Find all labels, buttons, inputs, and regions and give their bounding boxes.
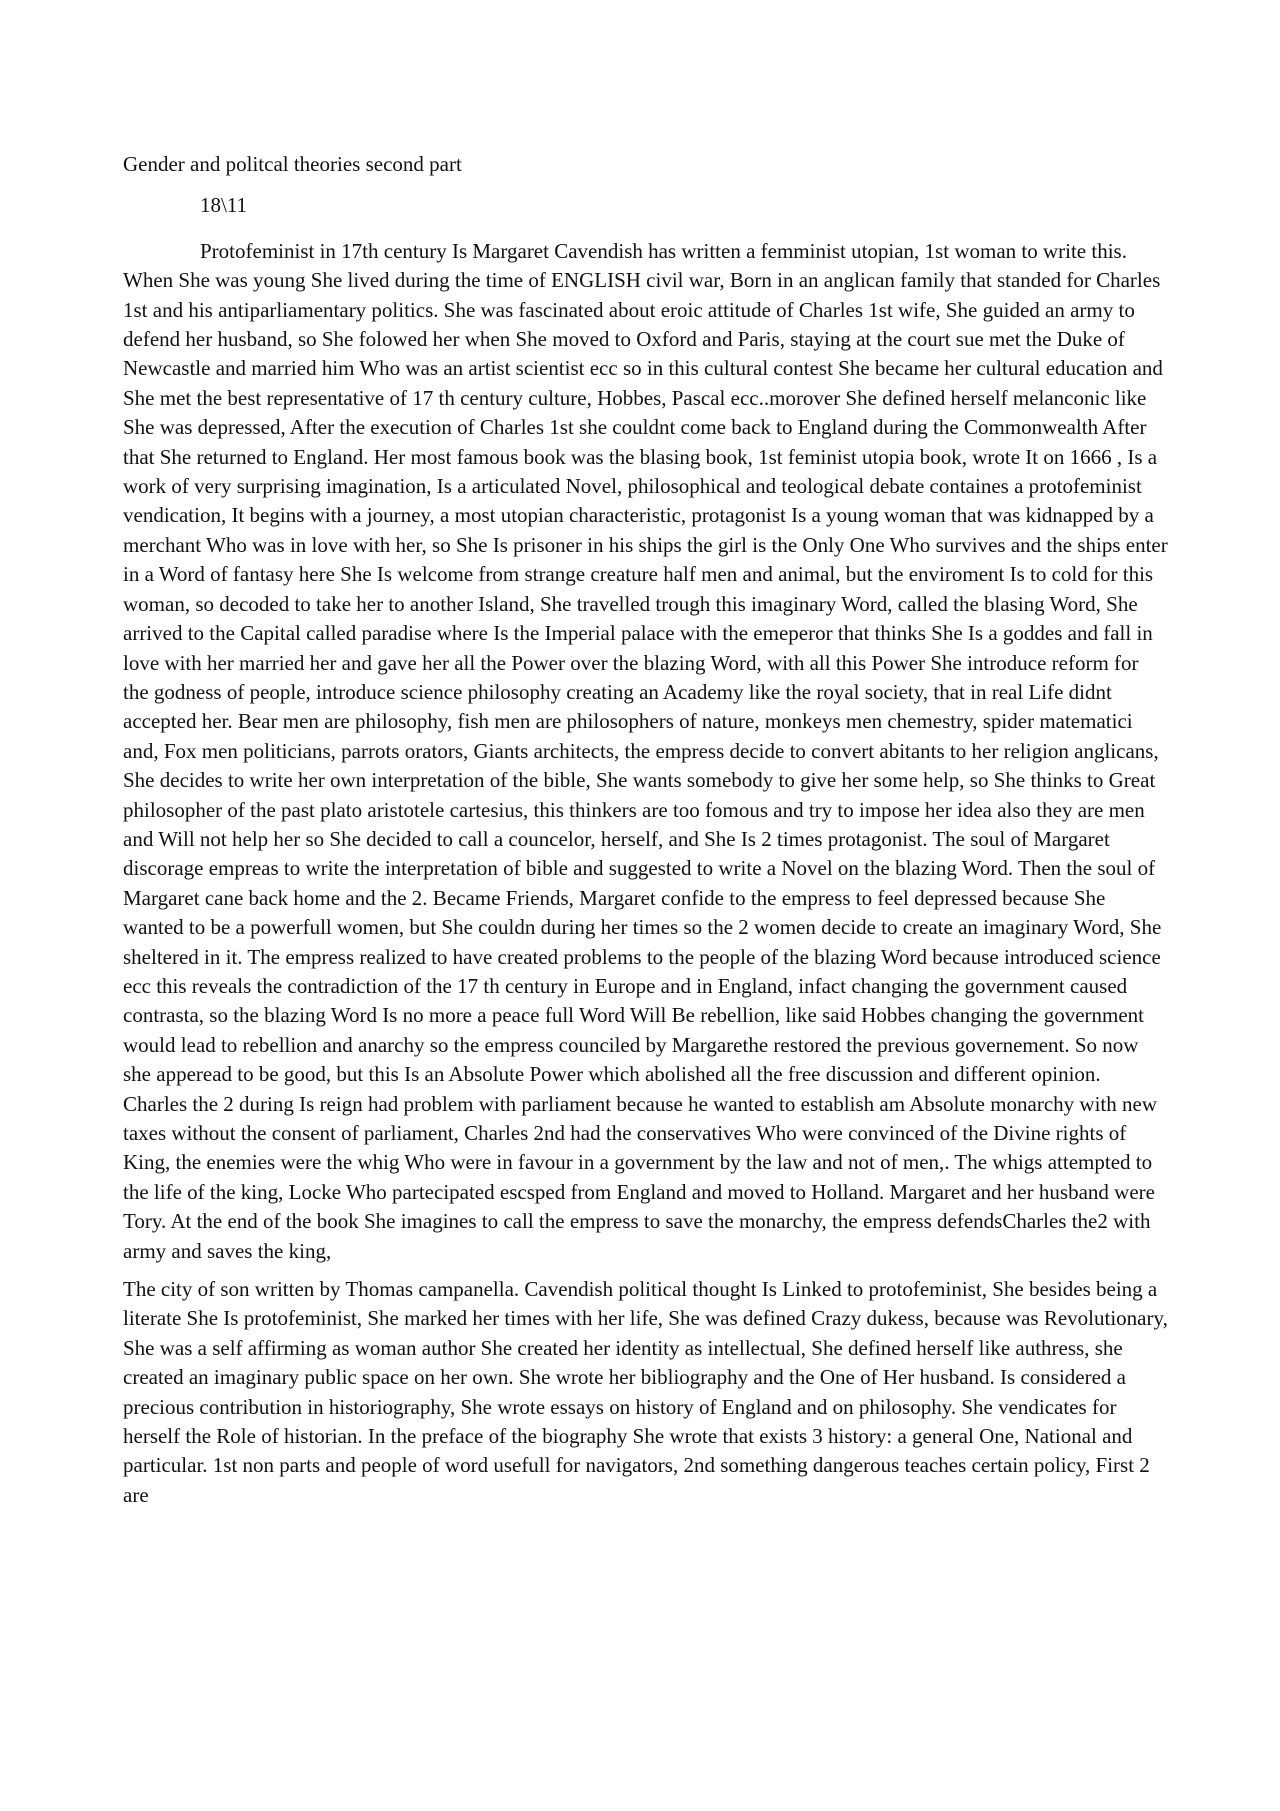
paragraph-1: Protofeminist in 17th century Is Margaret Cavendish has written a femminist utopian, 1st woman to write this. When She was young She lived during the time of ENGLISH civil war, Born in an anglican family that standed for Charles 1st and his antiparliamentary politics. She was fascinated about eroic attitude of Charles 1st wife, She guided an army to defend her husband, so She folowed her when She moved to Oxford and Paris, staying at the court sue met the Duke of Newcastle and married him Who was an artist scientist ecc so in this cultural contest She became her cultural education and She met the best representative of 17 th century culture, Hobbes, Pascal ecc..morover She defined herself melanconic like She was depressed, After the execution of Charles 1st she couldnt come back to England during the Commonwealth After that She returned to England. Her most famous book was the blasing book, 1st feminist utopia book, wrote It on 1666 , Is a work of very surprising imagination, Is a articulated Novel, philosophical and teological debate containes a protofeminist vendication, It begins with a journey, a most utopian characteristic, protagonist Is a young woman that was kidnapped by a merchant Who was in love with her, so She Is prisoner in his ships the girl is the Only One Who survives and the ships enter in a Word of fantasy here She Is welcome from strange creature half men and animal, but the enviroment Is to cold for this woman, so decoded to take her to another Island, She travelled trough this imaginary Word, called the blasing Word, She arrived to the Capital called paradise where Is the Imperial palace with the emeperor that thinks She Is a goddes and fall in love with her married her and gave her all the Power over the blazing Word, with all this Power She introduce reform for the godness of people, introduce science philosophy creating an Academy like the royal society, that in real Life didnt accepted her. Bear men are philosophy, fish men are philosophers of nature, monkeys men chemestry, spider matematici and, Fox men politicians, parrots orators, Giants architects, the empress decide to convert abitants to her religion anglicans, She decides to write her own interpretation of the bible, She wants somebody to give her some help, so She thinks to Great philosopher of the past plato aristotele cartesius, this thinkers are too fomous and try to impose her idea also they are men and Will not help her so She decided to call a councelor, herself, and She Is 2 times protagonist. The soul of Margaret discorage empreas to write the interpretation of bible and suggested to write a Novel on the blazing Word. Then the soul of Margaret cane back home and the 2. Became Friends, Margaret confide to the empress to feel depressed because She wanted to be a powerfull women, but She couldn during her times so the 2 women decide to create an imaginary Word, She sheltered in it. The empress realized to have created problems to the people of the blazing Word because introduced science ecc this reveals the contradiction of the 17 th century in Europe and in England, infact changing the government caused contrasta, so the blazing Word Is no more a peace full Word Will Be rebellion, like said Hobbes changing the government would lead to rebellion and anarchy so the empress counciled by Margarethe restored the previous governement. So now she apperead to be good, but this Is an Absolute Power which abolished all the free discussion and different opinion. Charles the 2 during Is reign had problem with parliament because he wanted to establish am Absolute monarchy with new taxes without the consent of parliament, Charles 2nd had the conservatives Who were convinced of the Divine rights of King, the enemies were the whig Who were in favour in a government by the law and not of men,. The whigs attempted to the life of the king, Locke Who partecipated escsped from England and moved to Holland. Margaret and her husband were Tory. At the end of the book She imagines to call the empress to save the monarchy, the empress defendsCharles the2 with army and saves the king, [123,238,1168,1263]
document-date: 18\11 [200,193,248,218]
document-title: Gender and politcal theories second part [123,152,462,176]
document-body [123,150,1168,1519]
paragraph-2: The city of son written by Thomas campanella. Cavendish political thought Is Linked to protofeminist, She besides being a literate She Is protofeminist, She marked her times with her life, She was defined Crazy dukess, because was Revolutionary, She was a self affirming as woman author She created her identity as intellectual, She defined herself like authress, she created an imaginary public space on her own. She wrote her bibliography and the One of Her husband. Is considered a precious contribution in historiography, She wrote essays on history of England and on philosophy. She vendicates for herself the Role of historian. In the preface of the biography She wrote that exists 3 history: a general One, National and particular. 1st non parts and people of word usefull for navigators, 2nd something dangerous teaches certain policy, First 2 are [123,1277,1168,1507]
